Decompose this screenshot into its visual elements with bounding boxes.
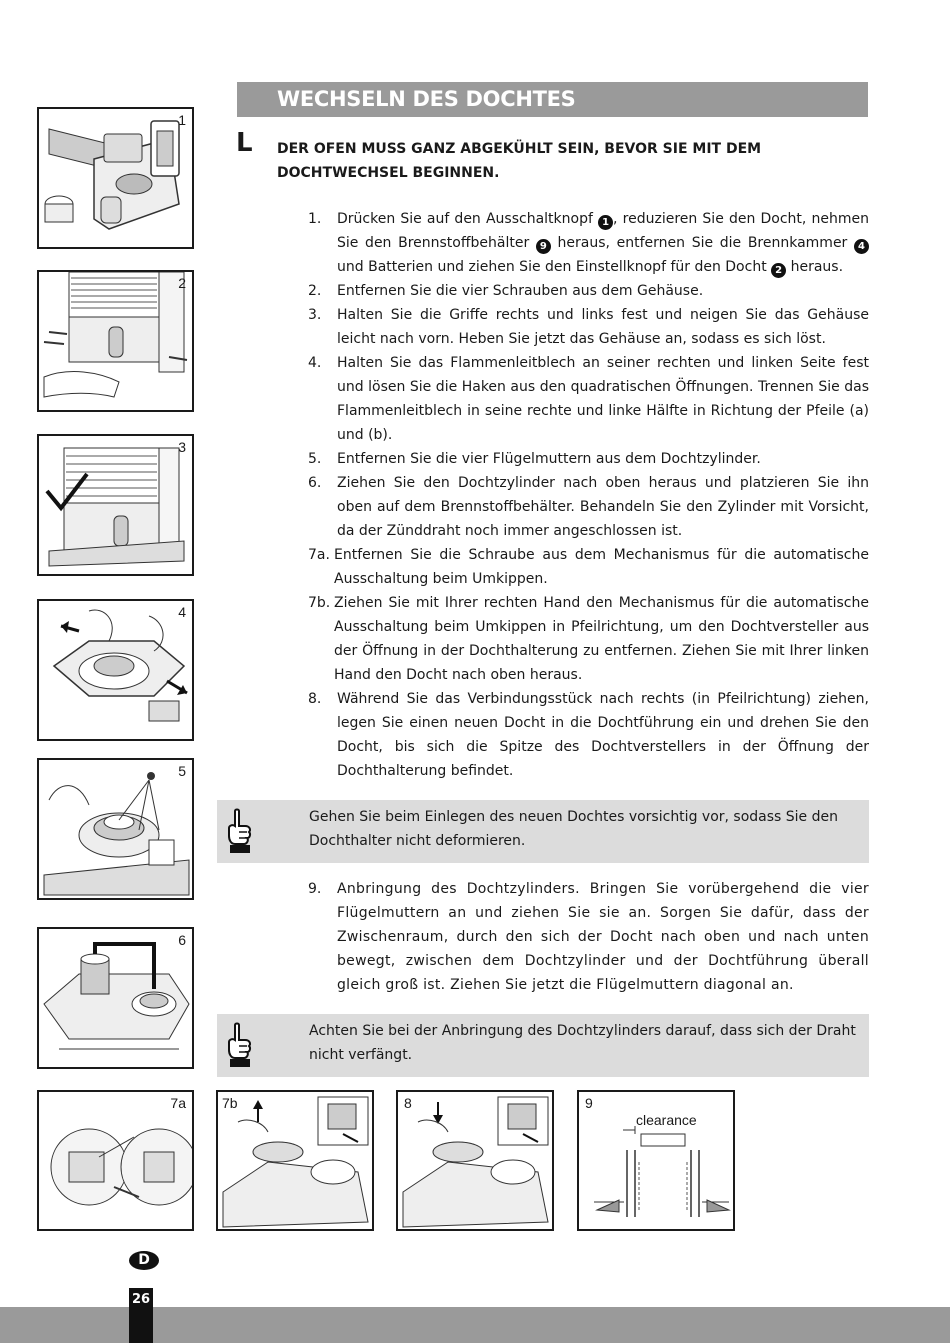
language-badge: D [129, 1251, 159, 1270]
figure-8-insert-wick [396, 1090, 554, 1231]
step-number: 1. [308, 211, 322, 227]
step-7a [308, 543, 869, 591]
note-text-2: Achten Sie bei der Anbringung des Dochtzylinders darauf, dass sich der Draht nicht verfängt. [309, 1023, 856, 1063]
note-text-1: Gehen Sie beim Einlegen des neuen Dochtes vorsichtig vor, sodass Sie den Dochthalter nicht deformieren. [309, 809, 838, 849]
section-title-bar [237, 82, 868, 117]
step-6 [308, 471, 869, 543]
bullet-number-icon: 1 [598, 215, 613, 230]
page-number: 26 [131, 1292, 151, 1307]
note-box-1 [217, 800, 869, 863]
pull-wick-illustration [218, 1092, 372, 1229]
step-number: 8. [308, 691, 322, 707]
figure-label: 7a [170, 1095, 186, 1111]
wing-nuts-illustration [39, 760, 192, 898]
step-number: 2. [308, 283, 322, 299]
warning-letter: L [236, 128, 253, 158]
step-text: Entfernen Sie die vier Flügelmuttern aus dem Dochtzylinder. [337, 451, 761, 467]
step-5 [308, 447, 869, 471]
figure-label: 9 [585, 1095, 593, 1111]
figure-3-lift-housing [37, 434, 194, 576]
shutoff-screw-illustration [39, 1092, 192, 1229]
pointing-hand-icon [223, 808, 257, 856]
step-number: 9. [308, 881, 322, 897]
figure-label: 7b [222, 1095, 238, 1111]
step-number: 5. [308, 451, 322, 467]
step-8 [308, 687, 869, 783]
figure-label: 5 [178, 763, 186, 779]
step-7b [308, 591, 869, 687]
step-3 [308, 303, 869, 351]
step-text: Halten Sie die Griffe rechts und links fest und neigen Sie das Gehäuse leicht nach vorn. Heben Sie jetzt das Gehäuse an, sodass es sich löst. [337, 307, 869, 347]
figure-4-flame-plate [37, 599, 194, 741]
figure-label: 1 [178, 112, 186, 128]
section-title: WECHSELN DES DOCHTES [277, 87, 576, 111]
step-number: 7b. [308, 595, 331, 611]
figure-1-heater-disassembly [37, 107, 194, 249]
step-number: 7a. [308, 547, 330, 563]
heater-illustration [39, 109, 192, 247]
step-1 [308, 207, 869, 279]
step-text: Entfernen Sie die vier Schrauben aus dem Gehäuse. [337, 283, 704, 299]
page-number-box [129, 1288, 153, 1343]
step-9 [308, 877, 869, 997]
heater-lift-illustration [39, 436, 192, 574]
figure-label: 8 [404, 1095, 412, 1111]
step-text: Anbringung des Dochtzylinders. Bringen Sie vorübergehend die vier Flügelmuttern an und ziehen Sie sie an. Sorgen Sie dafür, dass der Zwischenraum, durch den sich der Docht nach oben und nach unten bewegt, zwischen dem Dochtzylinder und der Dochtführung überall gleich groß ist. Ziehen Sie jetzt die Flügelmuttern diagonal an. [337, 881, 869, 993]
steps-list [308, 207, 869, 783]
step-number: 4. [308, 355, 322, 371]
figure-5-wing-nuts [37, 758, 194, 900]
figure-9-clearance [577, 1090, 735, 1231]
step-text: Entfernen Sie die Schraube aus dem Mechanismus für die automatische Ausschaltung beim Umkippen. [334, 547, 869, 587]
clearance-label: clearance [636, 1112, 697, 1128]
note-box-2 [217, 1014, 869, 1077]
figure-2-remove-screws [37, 270, 194, 412]
figure-7a-screw [37, 1090, 194, 1231]
step-number: 3. [308, 307, 322, 323]
heater-screws-illustration [39, 272, 192, 410]
figure-7b-pull-wick [216, 1090, 374, 1231]
step-text: Drücken Sie auf den Ausschaltknopf 1 , reduzieren Sie den Docht, nehmen Sie den Brennstoffbehälter 9 heraus, entfernen Sie die Brennkammer 4 und Batterien und ziehen Sie den Einstellknopf für den Docht 2 heraus. [337, 211, 869, 276]
figure-label: 6 [178, 932, 186, 948]
pointing-hand-icon [223, 1022, 257, 1070]
figure-label: 3 [178, 439, 186, 455]
step-text: Ziehen Sie mit Ihrer rechten Hand den Mechanismus für die automatische Ausschaltung beim Umkippen in Pfeilrichtung, um den Dochtversteller aus der Öffnung in der Dochthalterung zu entfernen. Ziehen Sie mit Ihrer linken Hand den Docht nach oben heraus. [334, 595, 869, 683]
step-number: 6. [308, 475, 322, 491]
warning-text: DER OFEN MUSS GANZ ABGEKÜHLT SEIN, BEVOR SIE MIT DEM DOCHTWECHSEL BEGINNEN. [277, 141, 762, 181]
wick-cylinder-illustration [39, 929, 192, 1067]
figure-label: 2 [178, 275, 186, 291]
insert-wick-illustration [398, 1092, 552, 1229]
figure-label: 4 [178, 604, 186, 620]
bullet-number-icon: 4 [854, 239, 869, 254]
bullet-number-icon: 9 [536, 239, 551, 254]
step-text: Ziehen Sie den Dochtzylinder nach oben heraus und platzieren Sie ihn oben auf dem Brennstoffbehälter. Behandeln Sie den Zylinder mit Vorsicht, da der Zünddraht noch immer angeschlossen ist. [337, 475, 869, 539]
step-text: Während Sie das Verbindungsstück nach rechts (in Pfeilrichtung) ziehen, legen Sie einen neuen Docht in die Dochtführung ein und drehen Sie den Docht, bis sich die Spitze des Dochtverstellers in der Öffnung der Dochthalterung befindet. [337, 691, 869, 779]
figure-6-wick-cylinder [37, 927, 194, 1069]
flame-plate-illustration [39, 601, 192, 739]
bullet-number-icon: 2 [771, 263, 786, 278]
step-4 [308, 351, 869, 447]
step-2 [308, 279, 869, 303]
step-text: Halten Sie das Flammenleitblech an seiner rechten und linken Seite fest und lösen Sie die Haken aus den quadratischen Öffnungen. Trennen Sie das Flammenleitblech in seine rechte und linke Hälfte in Richtung der Pfeile (a) und (b). [337, 355, 869, 443]
